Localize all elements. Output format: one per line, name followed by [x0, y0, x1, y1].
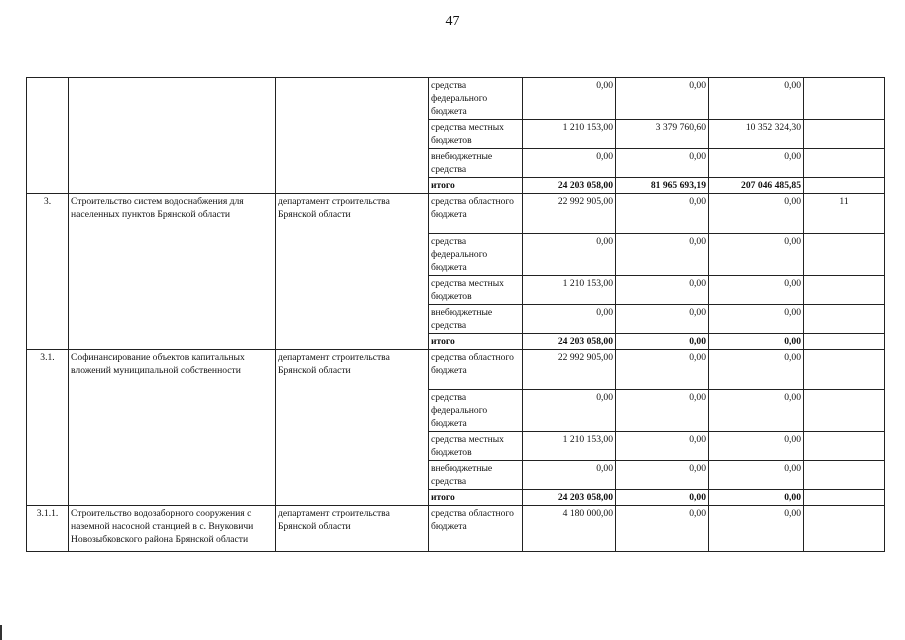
value-cell: 0,00: [616, 78, 709, 120]
value-cell: 1 210 153,00: [523, 276, 616, 305]
value-cell: 0,00: [616, 194, 709, 234]
indicator-cell: 11: [804, 194, 885, 234]
value-cell: 0,00: [616, 276, 709, 305]
executor-cell: департамент строительства Брянской области: [276, 506, 429, 552]
value-cell: 22 992 905,00: [523, 350, 616, 390]
budget-table-body: [27, 78, 885, 552]
value-cell: 10 352 324,30: [709, 120, 804, 149]
table-row: [27, 506, 885, 552]
value-cell: 0,00: [709, 194, 804, 234]
value-cell: 0,00: [523, 390, 616, 432]
funding-source-cell: средства местных бюджетов: [429, 276, 523, 305]
indicator-cell: [804, 178, 885, 194]
item-number-cell: 3.1.1.: [27, 506, 69, 552]
table-row: [27, 194, 885, 234]
value-cell: 0,00: [709, 334, 804, 350]
table-row: [27, 350, 885, 390]
value-cell: 0,00: [709, 305, 804, 334]
value-cell: 81 965 693,19: [616, 178, 709, 194]
value-cell: 1 210 153,00: [523, 432, 616, 461]
value-cell: 0,00: [709, 490, 804, 506]
indicator-cell: [804, 506, 885, 552]
indicator-cell: [804, 334, 885, 350]
value-cell: 3 379 760,60: [616, 120, 709, 149]
value-cell: 0,00: [709, 234, 804, 276]
value-cell: 0,00: [523, 234, 616, 276]
funding-source-cell: средства областного бюджета: [429, 194, 523, 234]
funding-source-cell: внебюджетные средства: [429, 461, 523, 490]
page-number: 47: [445, 14, 460, 29]
value-cell: 0,00: [709, 149, 804, 178]
executor-cell: департамент строительства Брянской области: [276, 194, 429, 350]
indicator-cell: [804, 149, 885, 178]
funding-source-cell: средства областного бюджета: [429, 506, 523, 552]
value-cell: 24 203 058,00: [523, 334, 616, 350]
budget-table: [26, 77, 885, 552]
value-cell: 0,00: [709, 350, 804, 390]
margin-mark: [0, 625, 2, 640]
item-number-cell: [27, 78, 69, 194]
funding-source-cell: внебюджетные средства: [429, 149, 523, 178]
value-cell: 0,00: [616, 149, 709, 178]
funding-source-cell: средства федерального бюджета: [429, 78, 523, 120]
indicator-cell: [804, 390, 885, 432]
value-cell: 0,00: [616, 506, 709, 552]
value-cell: 24 203 058,00: [523, 178, 616, 194]
value-cell: 0,00: [709, 461, 804, 490]
indicator-cell: [804, 490, 885, 506]
value-cell: 0,00: [523, 461, 616, 490]
value-cell: 0,00: [709, 78, 804, 120]
indicator-cell: [804, 305, 885, 334]
value-cell: 22 992 905,00: [523, 194, 616, 234]
funding-source-cell: средства федерального бюджета: [429, 390, 523, 432]
value-cell: 207 046 485,85: [709, 178, 804, 194]
value-cell: 0,00: [616, 305, 709, 334]
funding-source-cell: средства областного бюджета: [429, 350, 523, 390]
funding-source-cell: итого: [429, 334, 523, 350]
value-cell: 0,00: [709, 276, 804, 305]
value-cell: 0,00: [523, 78, 616, 120]
funding-source-cell: итого: [429, 490, 523, 506]
funding-source-cell: итого: [429, 178, 523, 194]
value-cell: 0,00: [616, 350, 709, 390]
item-number-cell: 3.1.: [27, 350, 69, 506]
value-cell: 0,00: [523, 305, 616, 334]
executor-cell: [276, 78, 429, 194]
item-name-cell: Строительство систем водоснабжения для населенных пунктов Брянской области: [69, 194, 276, 350]
item-name-cell: Софинансирование объектов капитальных вложений муниципальной собственности: [69, 350, 276, 506]
value-cell: 0,00: [616, 334, 709, 350]
indicator-cell: [804, 78, 885, 120]
indicator-cell: [804, 120, 885, 149]
item-number-cell: 3.: [27, 194, 69, 350]
indicator-cell: [804, 350, 885, 390]
value-cell: 0,00: [616, 432, 709, 461]
value-cell: 0,00: [709, 506, 804, 552]
item-name-cell: Строительство водозаборного сооружения с наземной насосной станцией в с. Внуковичи Новозыбковского района Брянской области: [69, 506, 276, 552]
value-cell: 0,00: [616, 461, 709, 490]
value-cell: 0,00: [709, 390, 804, 432]
indicator-cell: [804, 234, 885, 276]
funding-source-cell: средства федерального бюджета: [429, 234, 523, 276]
value-cell: 0,00: [616, 490, 709, 506]
value-cell: 4 180 000,00: [523, 506, 616, 552]
executor-cell: департамент строительства Брянской области: [276, 350, 429, 506]
value-cell: 0,00: [616, 234, 709, 276]
item-name-cell: [69, 78, 276, 194]
value-cell: 1 210 153,00: [523, 120, 616, 149]
table-row: [27, 78, 885, 120]
funding-source-cell: внебюджетные средства: [429, 305, 523, 334]
value-cell: 0,00: [709, 432, 804, 461]
indicator-cell: [804, 432, 885, 461]
funding-source-cell: средства местных бюджетов: [429, 120, 523, 149]
indicator-cell: [804, 461, 885, 490]
value-cell: 24 203 058,00: [523, 490, 616, 506]
value-cell: 0,00: [616, 390, 709, 432]
value-cell: 0,00: [523, 149, 616, 178]
indicator-cell: [804, 276, 885, 305]
funding-source-cell: средства местных бюджетов: [429, 432, 523, 461]
